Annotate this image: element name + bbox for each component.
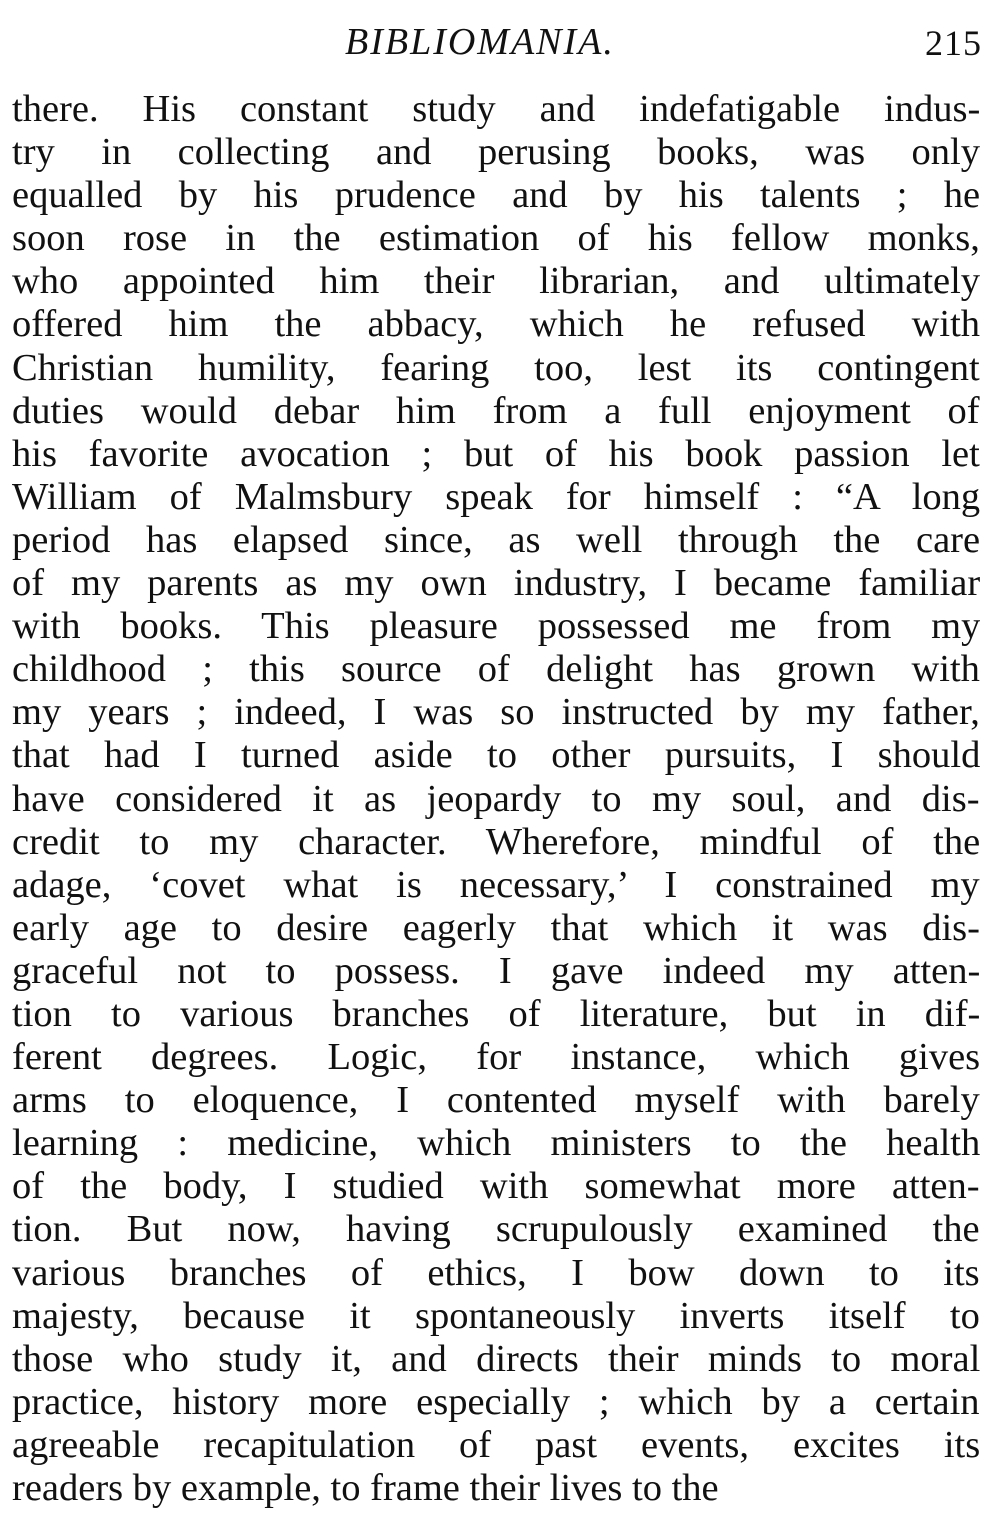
body-text	[12, 88, 980, 1510]
text-line: who appointed him their librarian, and ultimately	[12, 260, 980, 303]
text-line: my years ; indeed, I was so instructed by my father,	[12, 691, 980, 734]
text-line: ferent degrees. Logic, for instance, which gives	[12, 1036, 980, 1079]
text-line: childhood ; this source of delight has grown with	[12, 648, 980, 691]
text-line: soon rose in the estimation of his fellow monks,	[12, 217, 980, 260]
page-number: 215	[925, 23, 982, 63]
text-line: of my parents as my own industry, I became familiar	[12, 562, 980, 605]
text-line: tion. But now, having scrupulously examined the	[12, 1208, 980, 1251]
text-line: with books. This pleasure possessed me from my	[12, 605, 980, 648]
text-line: various branches of ethics, I bow down to its	[12, 1251, 980, 1294]
text-line: try in collecting and perusing books, was only	[12, 131, 980, 174]
text-line: offered him the abbacy, which he refused with	[12, 303, 980, 346]
text-line: that had I turned aside to other pursuits, I should	[12, 734, 980, 777]
text-line: tion to various branches of literature, but in dif-	[12, 992, 980, 1035]
text-line: Christian humility, fearing too, lest its contingent	[12, 346, 980, 389]
text-line: have considered it as jeopardy to my soul, and dis-	[12, 777, 980, 820]
text-line: credit to my character. Wherefore, mindful of the	[12, 820, 980, 863]
text-line: adage, ‘covet what is necessary,’ I constrained my	[12, 863, 980, 906]
text-line: equalled by his prudence and by his talents ; he	[12, 174, 980, 217]
text-line: graceful not to possess. I gave indeed my atten-	[12, 949, 980, 992]
text-line: William of Malmsbury speak for himself : “A long	[12, 475, 980, 518]
text-line: his favorite avocation ; but of his book passion let	[12, 432, 980, 475]
text-line: majesty, because it spontaneously inverts itself to	[12, 1294, 980, 1337]
text-line: arms to eloquence, I contented myself with barely	[12, 1079, 980, 1122]
text-line: readers by example, to frame their lives to the	[12, 1467, 719, 1509]
text-line: early age to desire eagerly that which it was dis-	[12, 906, 980, 949]
running-title: BIBLIOMANIA.	[345, 21, 615, 63]
text-line: agreeable recapitulation of past events, excites its	[12, 1423, 980, 1466]
text-line: period has elapsed since, as well through the care	[12, 518, 980, 561]
text-line: practice, history more especially ; which by a certain	[12, 1380, 980, 1423]
text-line: learning : medicine, which ministers to the health	[12, 1122, 980, 1165]
text-line: of the body, I studied with somewhat more atten-	[12, 1165, 980, 1208]
text-line: duties would debar him from a full enjoyment of	[12, 389, 980, 432]
text-line: those who study it, and directs their minds to moral	[12, 1337, 980, 1380]
text-line: there. His constant study and indefatigable indus-	[12, 88, 980, 130]
running-head	[0, 20, 1000, 68]
